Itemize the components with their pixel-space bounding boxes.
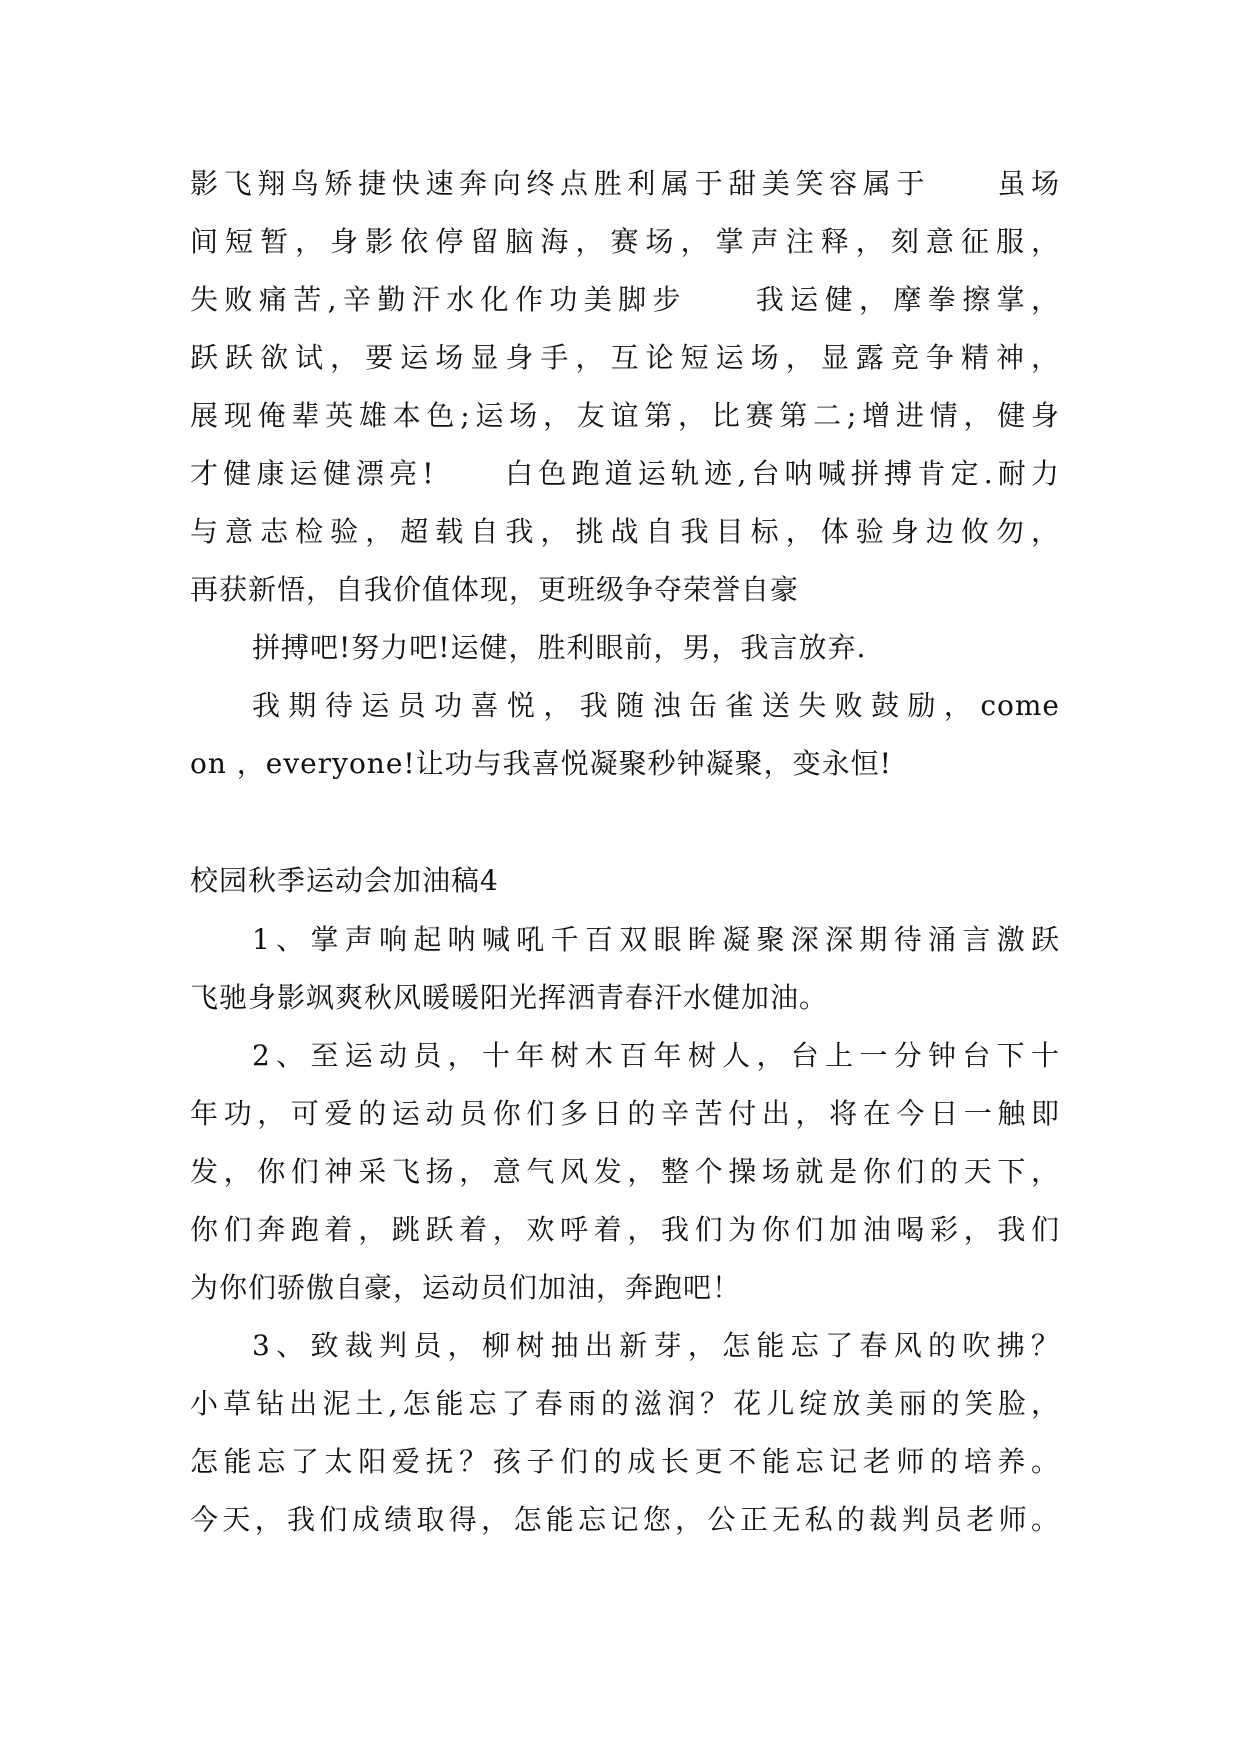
item-2-line: 你们奔跑着，跳跃着，欢呼着，我们为你们加油喝彩，我们 [190, 1213, 1060, 1246]
item-1-line: 1、掌声响起呐喊吼千百双眼眸凝聚深深期待涌言激跃 [252, 923, 1060, 956]
expect-paragraph-line: on ，everyone!让功与我喜悦凝聚秒钟凝聚，变永恒! [190, 747, 892, 780]
text-line: 间短暂，身影依停留脑海，赛场，掌声注释，刻意征服， [190, 225, 1060, 258]
item-3-line: 怎能忘了太阳爱抚？孩子们的成长更不能忘记老师的培养。 [190, 1445, 1060, 1478]
item-1-line: 飞驰身影飒爽秋风暖暖阳光挥洒青春汗水健加油。 [190, 981, 829, 1014]
item-2-line: 为你们骄傲自豪，运动员们加油，奔跑吧！ [190, 1271, 742, 1304]
section-title: 校园秋季运动会加油稿4 [190, 864, 499, 897]
item-2-line: 发，你们神采飞扬，意气风发，整个操场就是你们的天下， [190, 1155, 1060, 1188]
item-3-line: 小草钻出泥土,怎能忘了春雨的滋润？花儿绽放美丽的笑脸， [190, 1387, 1060, 1420]
item-3-line: 今天，我们成绩取得，怎能忘记您，公正无私的裁判员老师。 [190, 1503, 1060, 1536]
text-line: 跃跃欲试，要运场显身手，互论短运场，显露竞争精神， [190, 341, 1060, 374]
fight-paragraph: 拼搏吧!努力吧!运健，胜利眼前，男，我言放弃. [252, 631, 867, 664]
text-line: 影飞翔鸟矫捷快速奔向终点胜利属于甜美笑容属于 虽场 [190, 167, 1060, 200]
text-line: 展现俺辈英雄本色;运场，友谊第，比赛第二;增进情，健身 [190, 399, 1060, 432]
item-3-line: 3、致裁判员，柳树抽出新芽，怎能忘了春风的吹拂？ [252, 1329, 1060, 1362]
expect-paragraph-line: 我期待运员功喜悦，我随浊缶雀送失败鼓励，come [252, 689, 1060, 722]
item-2-line: 年功，可爱的运动员你们多日的辛苦付出，将在今日一触即 [190, 1097, 1060, 1130]
item-2-line: 2、至运动员，十年树木百年树人，台上一分钟台下十 [252, 1039, 1060, 1072]
text-line: 失败痛苦,辛勤汗水化作功美脚步 我运健，摩拳擦掌， [190, 283, 1060, 316]
text-line: 再获新悟，自我价值体现，更班级争夺荣誉自豪 [190, 573, 800, 606]
text-line: 才健康运健漂亮! 白色跑道运轨迹,台呐喊拼搏肯定.耐力 [190, 457, 1060, 490]
text-line: 与意志检验，超载自我，挑战自我目标，体验身边攸勿， [190, 515, 1060, 548]
